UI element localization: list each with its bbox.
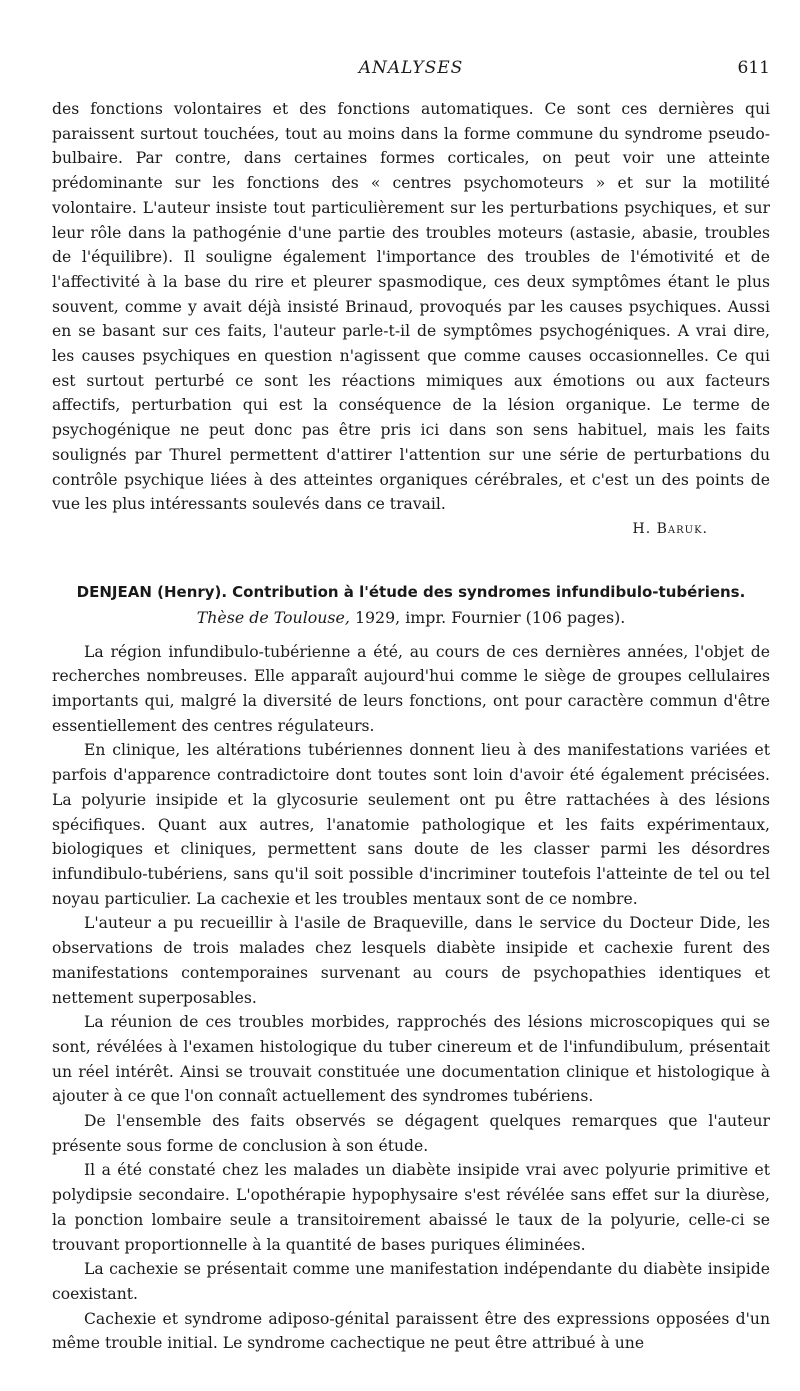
- review-paragraph: La cachexie se présentait comme une manifestation indépendante du diabète insipide coexistant.: [52, 1260, 770, 1303]
- page-number: 611: [737, 58, 770, 78]
- review-paragraph: La région infundibulo-tubérienne a été, au cours de ces dernières années, l'objet de recherches nombreuses. Elle apparaît aujourd'hui comme le siège de groupes cellulaires importants qui, malgré la diversité de leurs fonctions, ont pour caractère commun d'être essentiellement des centres régulateurs.: [52, 642, 770, 735]
- body-text: [52, 97, 770, 1356]
- review-paragraph: L'auteur a pu recueillir à l'asile de Braqueville, dans le service du Docteur Dide, les observations de trois malades chez lesquels diabète insipide et cachexie furent des manifestations contemporaines survenant au cours de psychopathies identiques et nettement superposables.: [52, 914, 770, 1007]
- running-title: ANALYSES: [358, 58, 464, 78]
- review-author: DENJEAN (Henry).: [76, 582, 228, 601]
- review-paragraph: Il a été constaté chez les malades un diabète insipide vrai avec polyurie primitive et polydipsie secondaire. L'opothérapie hypophysaire s'est révélée sans effet sur la diurèse, la ponction lombaire seule a transitoirement abaissé le taux de la polyurie, celle-ci se trouvant proportionnelle à la quantité de bases puriques éliminées.: [52, 1161, 770, 1254]
- review-paragraph: Cachexie et syndrome adiposo-génital paraissent être des expressions opposées d'un même trouble initial. Le syndrome cachectique ne peut être attribué à une: [52, 1309, 770, 1353]
- running-head: [52, 58, 770, 82]
- review-thesis: Thèse de Toulouse,: [196, 607, 350, 627]
- review-paragraph: La réunion de ces troubles morbides, rapprochés des lésions microscopiques qui se sont, révélées à l'examen histologique du tuber cinereum et de l'infundibulum, présentait un réel intérêt. Ainsi se trouvait constituée une documentation clinique et histologique à ajouter à ce que l'on connaît actuellement des syndromes tubériens.: [52, 1013, 770, 1106]
- previous-review-paragraph: des fonctions volontaires et des fonctions automatiques. Ce sont ces dernières qui paraissent surtout touchées, tout au moins dans la forme commune du syndrome pseudo-bulbaire. Par contre, dans certaines formes corticales, on peut voir une atteinte prédominante sur les fonctions des « centres psychomoteurs » et sur la motilité volontaire. L'auteur insiste tout particulièrement sur les perturbations psychiques, et sur leur rôle dans la pathogénie d'une partie des troubles moteurs (astasie, abasie, troubles de l'équilibre). Il souligne également l'importance des troubles de l'émotivité et de l'affectivité à la base du rire et pleurer spasmodique, ces deux symptômes étant le plus souvent, comme y avait déjà insisté Brinaud, provoqués par les causes psychiques. Aussi en se basant sur ces faits, l'auteur parle-t-il de symptômes psychogéniques. A vrai dire, les causes psychiques en question n'agissent que comme causes occasionnelles. Ce qui est surtout perturbé ce sont les réactions mimiques aux émotions ou aux facteurs affectifs, perturbation qui est la conséquence de la lésion organique. Le terme de psychogénique ne peut donc pas être pris ici dans son sens habituel, mais les faits soulignés par Thurel permettent d'attirer l'attention sur une série de perturbations du contrôle psychique liées à des atteintes organiques cérébrales, et c'est un des points de vue les plus intéressants soulevés dans ce travail.: [52, 100, 770, 514]
- review-paragraph: De l'ensemble des faits observés se dégagent quelques remarques que l'auteur présente sous forme de conclusion à son étude.: [52, 1112, 770, 1155]
- review-heading: [52, 579, 770, 630]
- review-title: Contribution à l'étude des syndromes infundibulo-tubériens.: [232, 582, 746, 601]
- review-publication: 1929, impr. Fournier (106 pages).: [354, 607, 626, 627]
- review-paragraph: En clinique, les altérations tubériennes donnent lieu à des manifestations variées et parfois d'apparence contradictoire dont toutes sont loin d'avoir été également précisées. La polyurie insipide et la glycosurie seulement ont pu être rattachées à des lésions spécifiques. Quant aux autres, l'anatomie pathologique et les faits expérimentaux, biologiques et cliniques, permettent sans doute de les classer parmi les désordres infundibulo-tubériens, sans qu'il soit possible d'incriminer toutefois l'atteinte de tel ou tel noyau particulier. La cachexie et les troubles mentaux sont de ce nombre.: [52, 741, 770, 908]
- signature: H. Baruk.: [632, 520, 708, 537]
